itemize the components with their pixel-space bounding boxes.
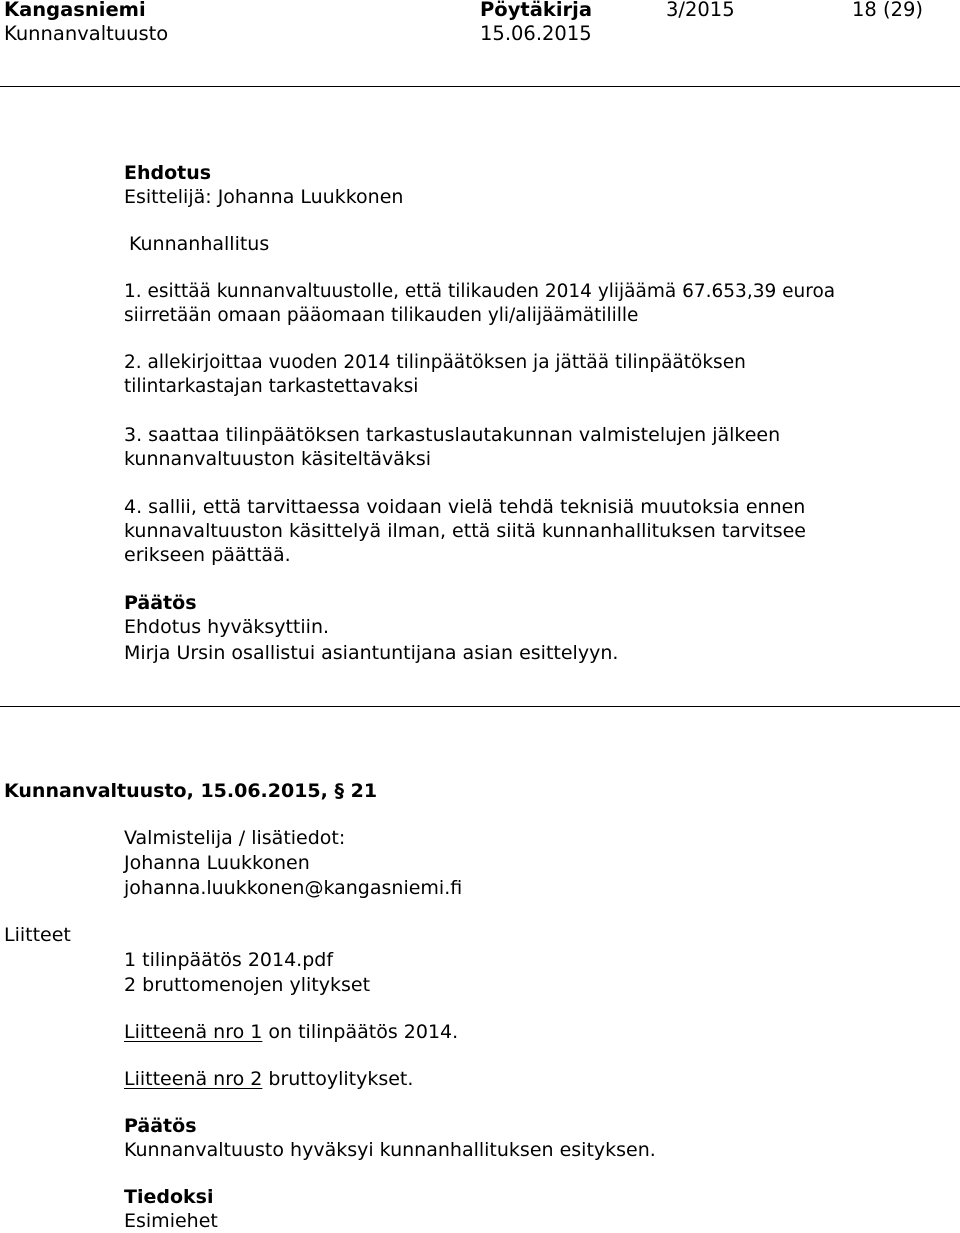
attachment-ref-text: on tilinpäätös 2014. [262,1021,459,1043]
decision-text: Kunnanvaltuusto hyväksyi kunnanhallituksen esityksen. [124,1139,656,1161]
decision-heading: Päätös [124,1115,197,1137]
proposal-heading: Ehdotus [124,162,212,184]
proposal-item-cont: kunnanvaltuuston käsiteltäväksi [124,448,432,470]
proposal-item: 2. allekirjoittaa vuoden 2014 tilinpäätöksen ja jättää tilinpäätöksen [124,352,746,373]
body-name: Kunnanvaltuusto [4,22,169,45]
doc-type: Pöytäkirja [480,0,592,21]
attachments-label: Liitteet [4,924,71,946]
decision-heading: Päätös [124,592,197,614]
proposal-item: 1. esittää kunnanvaltuustolle, että tilikauden 2014 ylijäämä 67.653,39 euroa [124,281,836,302]
attachment-ref-text: bruttoylitykset. [262,1068,414,1090]
preparer-email: johanna.luukkonen@kangasniemi.fi [124,877,463,899]
preparer-label: Valmistelija / lisätiedot: [124,827,346,849]
decision-text: Ehdotus hyväksyttiin. [124,616,330,638]
municipality-name: Kangasniemi [4,0,146,21]
preparer-name: Johanna Luukkonen [124,852,310,874]
proposal-item-cont: erikseen päättää. [124,544,291,566]
header-divider [0,86,960,87]
info-text: Esimiehet [124,1210,218,1232]
proposal-item-cont: tilintarkastajan tarkastettavaksi [124,376,419,397]
proposal-item-cont: kunnavaltuuston käsittelyä ilman, että siitä kunnanhallituksen tarvitsee [124,520,806,542]
meeting-date: 15.06.2015 [480,22,592,45]
presenter: Esittelijä: Johanna Luukkonen [124,186,404,208]
proposal-item: 4. sallii, että tarvittaessa voidaan vielä tehdä teknisiä muutoksia ennen [124,496,806,518]
page-number: 18 (29) [852,0,924,21]
section-divider [0,706,960,707]
proposal-item-cont: siirretään omaan pääomaan tilikauden yli/alijäämätilille [124,305,639,326]
section-title: Kunnanvaltuusto, 15.06.2015, § 21 [4,780,378,802]
proposal-item: 3. saattaa tilinpäätöksen tarkastuslautakunnan valmistelujen jälkeen [124,424,781,446]
decision-note: Mirja Ursin osallistui asiantuntijana asian esittelyyn. [124,642,619,664]
attachment-ref [124,1067,413,1091]
attachment-ref [124,1020,458,1044]
attachment-link[interactable]: Liitteenä nro 2 [124,1068,263,1090]
attachment-item[interactable]: 1 tilinpäätös 2014.pdf [124,949,334,971]
attachment-link[interactable]: Liitteenä nro 1 [124,1021,263,1043]
issue-number: 3/2015 [666,0,735,21]
info-heading: Tiedoksi [124,1186,214,1208]
board-name: Kunnanhallitus [129,233,270,255]
attachment-item[interactable]: 2 bruttomenojen ylitykset [124,974,371,996]
